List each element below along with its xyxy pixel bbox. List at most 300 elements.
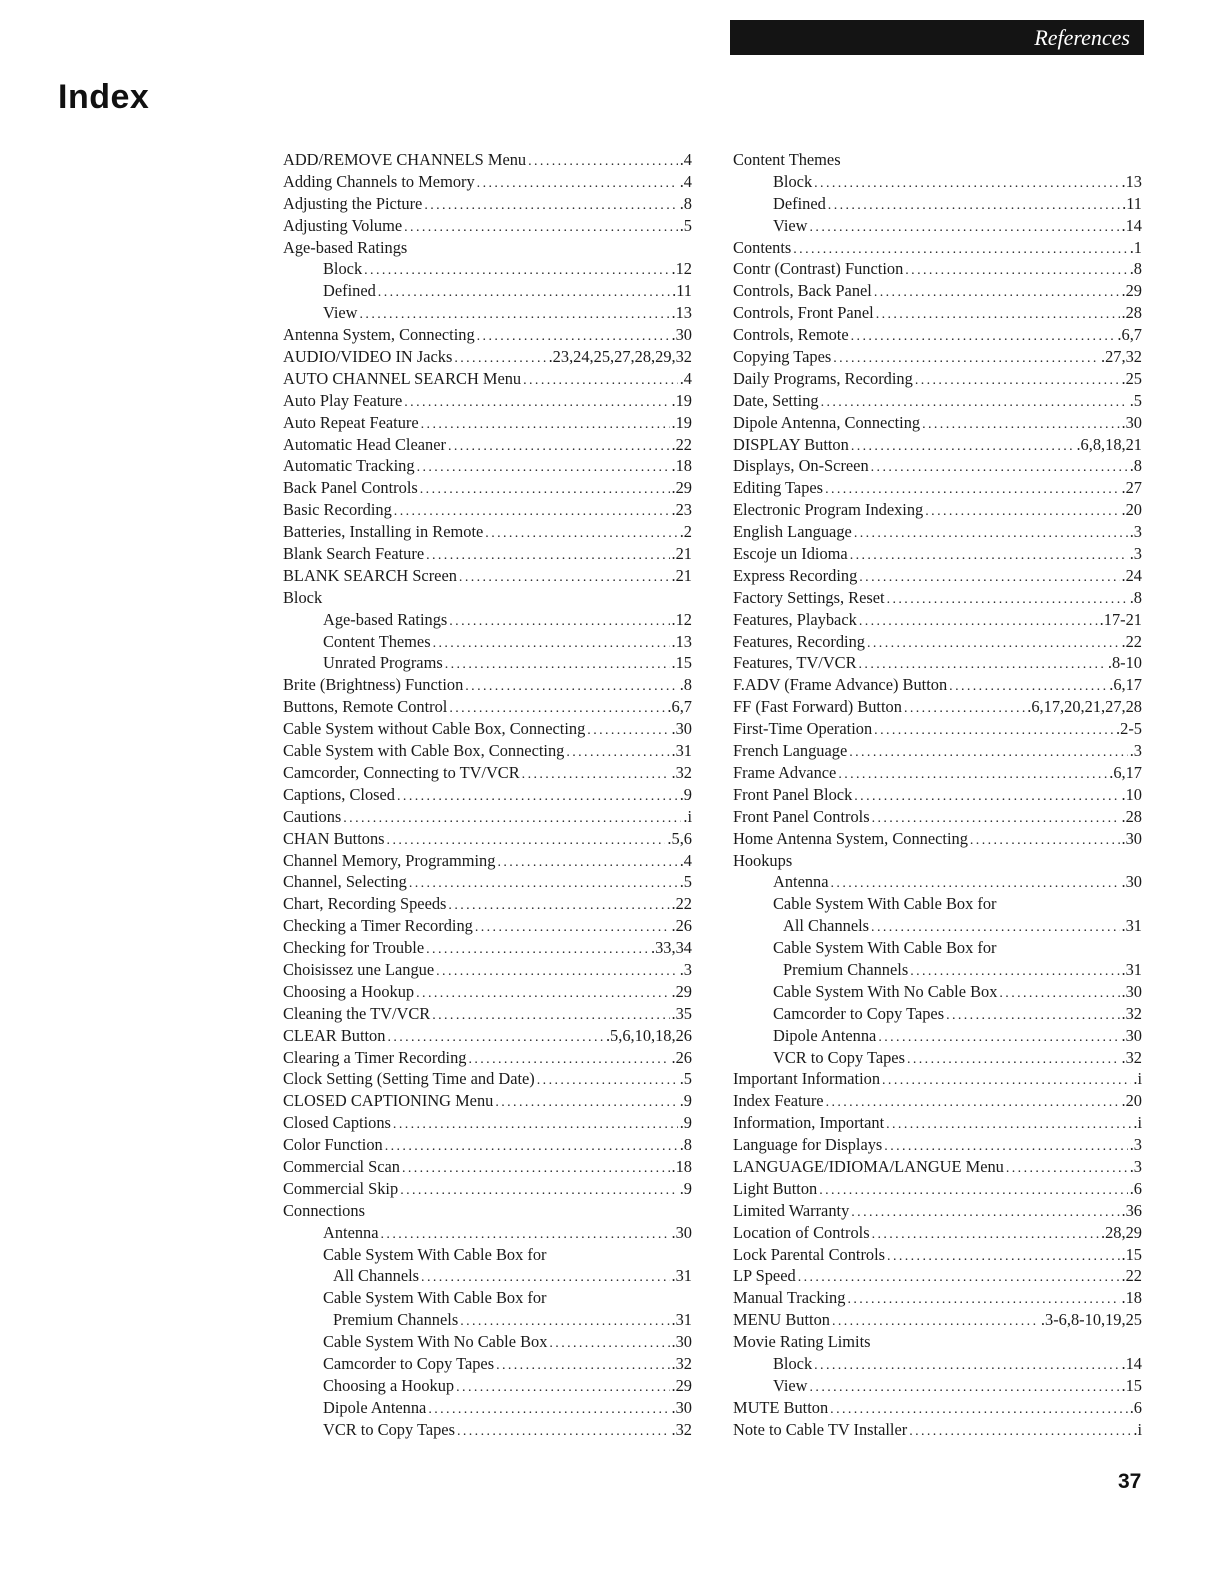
index-term: Cable System With Cable Box for xyxy=(773,938,997,958)
dot-leader xyxy=(421,414,670,434)
index-term: Checking for Trouble xyxy=(283,938,425,958)
index-pages: .5 xyxy=(1129,390,1142,410)
dot-leader xyxy=(878,1027,1119,1047)
index-pages: .29 xyxy=(671,981,692,1001)
index-term: Daily Programs, Recording xyxy=(733,368,913,388)
index-entry xyxy=(283,587,692,609)
index-pages: .31 xyxy=(671,741,692,761)
index-entry xyxy=(283,171,692,193)
index-term: Content Themes xyxy=(323,631,431,651)
index-term: Features, Playback xyxy=(733,609,857,629)
dot-leader xyxy=(387,1027,603,1047)
dot-leader xyxy=(871,457,1128,477)
dot-leader xyxy=(909,1421,1131,1441)
index-term: Defined xyxy=(773,193,826,213)
dot-leader xyxy=(825,479,1119,499)
dot-leader xyxy=(838,764,1107,784)
dot-leader xyxy=(456,1377,669,1397)
index-entry xyxy=(733,1090,1142,1112)
index-pages: .8 xyxy=(679,1135,692,1155)
index-term: Cable System With No Cable Box xyxy=(773,981,998,1001)
dot-leader xyxy=(874,282,1120,302)
index-pages: .32 xyxy=(671,762,692,782)
index-pages: .8 xyxy=(679,675,692,695)
index-pages: .24 xyxy=(1121,565,1142,585)
index-entry xyxy=(733,718,1142,740)
index-term: VCR to Copy Tapes xyxy=(323,1419,455,1439)
index-entry xyxy=(733,1068,1142,1090)
dot-leader xyxy=(849,742,1127,762)
index-term: Closed Captions xyxy=(283,1113,391,1133)
index-entry xyxy=(283,850,692,872)
index-pages: .17-21 xyxy=(1099,609,1142,629)
index-entry xyxy=(283,521,692,543)
dot-leader xyxy=(549,1333,669,1353)
index-term: Defined xyxy=(323,281,376,301)
index-entry xyxy=(283,1419,692,1441)
index-pages: .6,17,20,21,27,28 xyxy=(1027,697,1142,717)
index-term: Important Information xyxy=(733,1069,881,1089)
dot-leader xyxy=(814,1355,1119,1375)
index-term: Controls, Back Panel xyxy=(733,281,872,301)
index-entry xyxy=(283,434,692,456)
dot-leader xyxy=(826,1092,1120,1112)
index-term: Escoje un Idioma xyxy=(733,544,848,564)
index-pages: .5 xyxy=(679,872,692,892)
index-entry xyxy=(283,1397,692,1419)
index-term: Checking a Timer Recording xyxy=(283,916,473,936)
index-pages: .3 xyxy=(1129,1135,1142,1155)
index-term: Features, TV/VCR xyxy=(733,653,857,673)
dot-leader xyxy=(343,808,681,828)
index-entry xyxy=(733,806,1142,828)
index-entry xyxy=(283,302,692,324)
index-pages: .18 xyxy=(671,456,692,476)
index-term: Block xyxy=(773,171,813,191)
index-entry xyxy=(283,652,692,674)
index-pages: .18 xyxy=(671,1156,692,1176)
index-pages: .30 xyxy=(671,1222,692,1242)
index-pages: .28 xyxy=(1121,303,1142,323)
index-pages: .30 xyxy=(671,325,692,345)
dot-leader xyxy=(445,654,670,674)
dot-leader xyxy=(426,545,669,565)
index-term: Adding Channels to Memory xyxy=(283,171,475,191)
dot-leader xyxy=(810,217,1120,237)
index-entry xyxy=(733,1331,1142,1353)
index-pages: .3 xyxy=(1129,522,1142,542)
index-term: Age-based Ratings xyxy=(283,237,408,257)
index-term: Limited Warranty xyxy=(733,1200,850,1220)
index-pages: .30 xyxy=(671,719,692,739)
index-term: Information, Important xyxy=(733,1113,885,1133)
index-entry xyxy=(283,1156,692,1178)
index-pages: .2-5 xyxy=(1116,719,1142,739)
index-pages: .26 xyxy=(671,916,692,936)
dot-leader xyxy=(850,545,1128,565)
index-entry xyxy=(283,609,692,631)
index-term: Contents xyxy=(733,237,792,257)
index-entry xyxy=(733,390,1142,412)
index-entry xyxy=(283,149,692,171)
index-pages: .i xyxy=(1133,1419,1142,1439)
index-pages: .30 xyxy=(1121,412,1142,432)
index-term: BLANK SEARCH Screen xyxy=(283,565,457,585)
dot-leader xyxy=(587,720,669,740)
index-term: FF (Fast Forward) Button xyxy=(733,697,902,717)
index-entry xyxy=(283,499,692,521)
dot-leader xyxy=(946,1005,1119,1025)
index-term: Cable System with Cable Box, Connecting xyxy=(283,741,565,761)
index-term: Premium Channels xyxy=(783,959,909,979)
index-term: Dipole Antenna xyxy=(773,1025,877,1045)
index-term: Age-based Ratings xyxy=(323,609,448,629)
index-term: Express Recording xyxy=(733,565,858,585)
index-pages: .5 xyxy=(679,215,692,235)
index-pages: .30 xyxy=(1121,872,1142,892)
index-pages: .20 xyxy=(1121,500,1142,520)
dot-leader xyxy=(497,852,677,872)
index-entry xyxy=(733,258,1142,280)
index-term: Blank Search Feature xyxy=(283,544,425,564)
index-term: Antenna xyxy=(773,872,829,892)
index-term: Channel, Selecting xyxy=(283,872,407,892)
index-term: Block xyxy=(773,1353,813,1373)
index-pages: .4 xyxy=(679,850,692,870)
dot-leader xyxy=(424,195,677,215)
index-entry xyxy=(733,893,1142,915)
index-entry xyxy=(733,302,1142,324)
index-entry xyxy=(283,215,692,237)
index-entry xyxy=(733,1200,1142,1222)
index-pages: .12 xyxy=(671,259,692,279)
dot-leader xyxy=(854,786,1119,806)
index-pages: .19 xyxy=(671,390,692,410)
index-term: Connections xyxy=(283,1200,365,1220)
index-entry xyxy=(733,1244,1142,1266)
dot-leader xyxy=(496,1355,669,1375)
index-term: Choosing a Hookup xyxy=(323,1375,455,1395)
index-entry xyxy=(733,937,1142,959)
index-pages: .22 xyxy=(671,894,692,914)
index-pages: .12 xyxy=(671,609,692,629)
index-pages: .23,24,25,27,28,29,32 xyxy=(548,347,692,367)
index-entry xyxy=(733,631,1142,653)
index-term: Language for Displays xyxy=(733,1135,883,1155)
index-term: Frame Advance xyxy=(733,762,837,782)
dot-leader xyxy=(905,260,1127,280)
index-entry xyxy=(733,1134,1142,1156)
index-entry xyxy=(733,1222,1142,1244)
index-pages: .30 xyxy=(1121,981,1142,1001)
index-entry xyxy=(283,674,692,696)
index-entry xyxy=(283,1025,692,1047)
index-pages: .8 xyxy=(1129,259,1142,279)
index-entry xyxy=(733,1178,1142,1200)
index-term: Brite (Brightness) Function xyxy=(283,675,464,695)
index-term: English Language xyxy=(733,522,852,542)
index-pages: .13 xyxy=(671,631,692,651)
index-entry xyxy=(733,324,1142,346)
dot-leader xyxy=(404,217,678,237)
index-term: Features, Recording xyxy=(733,631,865,651)
index-entry xyxy=(733,171,1142,193)
index-pages: .19 xyxy=(671,412,692,432)
dot-leader xyxy=(528,151,678,171)
dot-leader xyxy=(832,1311,1039,1331)
index-term: AUTO CHANNEL SEARCH Menu xyxy=(283,368,522,388)
dot-leader xyxy=(522,764,670,784)
dot-leader xyxy=(449,611,669,631)
dot-leader xyxy=(477,326,670,346)
index-term: Channel Memory, Programming xyxy=(283,850,496,870)
index-entry xyxy=(733,215,1142,237)
dot-leader xyxy=(433,633,670,653)
index-entry xyxy=(283,543,692,565)
dot-leader xyxy=(876,304,1120,324)
dot-leader xyxy=(477,173,678,193)
index-term: Adjusting the Picture xyxy=(283,193,423,213)
index-pages: .3 xyxy=(1129,1156,1142,1176)
index-entry xyxy=(733,674,1142,696)
index-term: French Language xyxy=(733,741,848,761)
dot-leader xyxy=(887,589,1128,609)
index-pages: .6 xyxy=(1129,1178,1142,1198)
index-pages: .32 xyxy=(1121,1047,1142,1067)
dot-leader xyxy=(475,917,670,937)
index-pages: .28 xyxy=(1121,806,1142,826)
dot-leader xyxy=(828,195,1120,215)
index-entry xyxy=(283,1068,692,1090)
index-term: MENU Button xyxy=(733,1310,830,1330)
index-pages: .35 xyxy=(671,1003,692,1023)
index-entry xyxy=(733,280,1142,302)
index-entry xyxy=(733,434,1142,456)
dot-leader xyxy=(378,282,670,302)
index-pages: .27 xyxy=(1121,478,1142,498)
index-entry xyxy=(733,871,1142,893)
index-term: CLEAR Button xyxy=(283,1025,386,1045)
dot-leader xyxy=(884,1136,1127,1156)
index-pages: .i xyxy=(683,806,692,826)
index-term: Captions, Closed xyxy=(283,784,396,804)
index-term: Batteries, Installing in Remote xyxy=(283,522,484,542)
dot-leader xyxy=(886,1114,1131,1134)
index-pages: .11 xyxy=(1122,193,1142,213)
index-term: Clock Setting (Setting Time and Date) xyxy=(283,1069,535,1089)
index-term: View xyxy=(773,1375,808,1395)
index-pages: .29 xyxy=(671,1375,692,1395)
dot-leader xyxy=(872,808,1120,828)
index-entry xyxy=(283,455,692,477)
dot-leader xyxy=(404,392,669,412)
dot-leader xyxy=(854,523,1128,543)
index-term: Buttons, Remote Control xyxy=(283,697,448,717)
dot-leader xyxy=(871,917,1119,937)
dot-leader xyxy=(922,414,1119,434)
index-entry xyxy=(733,850,1142,872)
index-pages: .6 xyxy=(1129,1397,1142,1417)
index-pages: .13 xyxy=(1121,171,1142,191)
index-pages: .15 xyxy=(1121,1244,1142,1264)
index-term: Factory Settings, Reset xyxy=(733,587,885,607)
dot-leader xyxy=(400,1180,678,1200)
index-pages: .8 xyxy=(1129,587,1142,607)
dot-leader xyxy=(459,567,670,587)
index-entry xyxy=(283,1003,692,1025)
index-entry xyxy=(283,1287,692,1309)
index-pages: .6,7 xyxy=(1117,325,1142,345)
index-pages: .8 xyxy=(679,193,692,213)
index-entry xyxy=(283,806,692,828)
index-term: Electronic Program Indexing xyxy=(733,500,924,520)
index-pages: .22 xyxy=(1121,1266,1142,1286)
index-term: Cleaning the TV/VCR xyxy=(283,1003,431,1023)
index-entry xyxy=(283,915,692,937)
index-term: View xyxy=(773,215,808,235)
index-entry xyxy=(733,1112,1142,1134)
dot-leader xyxy=(397,786,678,806)
dot-leader xyxy=(904,698,1025,718)
index-term: CLOSED CAPTIONING Menu xyxy=(283,1091,494,1111)
index-entry xyxy=(283,1047,692,1069)
dot-leader xyxy=(566,742,669,762)
dot-leader xyxy=(821,392,1128,412)
dot-leader xyxy=(409,873,678,893)
dot-leader xyxy=(421,1267,669,1287)
dot-leader xyxy=(910,961,1119,981)
dot-leader xyxy=(523,370,678,390)
dot-leader xyxy=(831,873,1120,893)
index-entry xyxy=(283,1200,692,1222)
index-term: Block xyxy=(283,587,323,607)
index-entry xyxy=(283,258,692,280)
dot-leader xyxy=(847,1289,1119,1309)
index-entry xyxy=(283,237,692,259)
index-pages: .31 xyxy=(1121,959,1142,979)
index-term: AUDIO/VIDEO IN Jacks xyxy=(283,347,453,367)
index-term: Basic Recording xyxy=(283,500,392,520)
index-term: Antenna xyxy=(323,1222,379,1242)
dot-leader xyxy=(495,1092,677,1112)
index-entry xyxy=(283,762,692,784)
index-entry xyxy=(733,652,1142,674)
index-entry xyxy=(733,1025,1142,1047)
dot-leader xyxy=(402,1158,670,1178)
index-term: Editing Tapes xyxy=(733,478,824,498)
dot-leader xyxy=(830,1399,1128,1419)
index-term: Date, Setting xyxy=(733,390,819,410)
dot-leader xyxy=(457,1421,670,1441)
dot-leader xyxy=(448,436,670,456)
index-term: CHAN Buttons xyxy=(283,828,385,848)
index-pages: .30 xyxy=(671,1397,692,1417)
dot-leader xyxy=(537,1070,678,1090)
index-entry xyxy=(283,390,692,412)
index-entry xyxy=(733,1156,1142,1178)
index-entry xyxy=(733,565,1142,587)
index-pages: .30 xyxy=(1121,828,1142,848)
index-entry xyxy=(733,740,1142,762)
index-entry xyxy=(733,1419,1142,1441)
dot-leader xyxy=(859,654,1106,674)
index-pages: .22 xyxy=(1121,631,1142,651)
index-term: Index Feature xyxy=(733,1091,824,1111)
index-term: Antenna System, Connecting xyxy=(283,325,475,345)
index-entry xyxy=(283,280,692,302)
page-number: 37 xyxy=(1118,1470,1142,1493)
index-entry xyxy=(283,1090,692,1112)
index-pages: .6,8,18,21 xyxy=(1076,434,1142,454)
index-pages: .10 xyxy=(1121,784,1142,804)
dot-leader xyxy=(1006,1158,1128,1178)
index-pages: .9 xyxy=(679,1091,692,1111)
index-entry xyxy=(283,346,692,368)
dot-leader xyxy=(465,676,677,696)
index-entry xyxy=(283,1178,692,1200)
index-term: Chart, Recording Speeds xyxy=(283,894,447,914)
index-term: LANGUAGE/IDIOMA/LANGUE Menu xyxy=(733,1156,1004,1176)
index-pages: .i xyxy=(1133,1069,1142,1089)
index-entry xyxy=(733,587,1142,609)
dot-leader xyxy=(485,523,677,543)
index-entry xyxy=(733,981,1142,1003)
index-entry xyxy=(283,959,692,981)
dot-leader xyxy=(360,304,670,324)
dot-leader xyxy=(432,1005,669,1025)
index-pages: .32 xyxy=(1121,1003,1142,1023)
index-entry xyxy=(283,1353,692,1375)
dot-leader xyxy=(387,830,666,850)
index-entry xyxy=(733,915,1142,937)
index-term: F.ADV (Frame Advance) Button xyxy=(733,675,948,695)
dot-leader xyxy=(882,1070,1131,1090)
index-term: Location of Controls xyxy=(733,1222,870,1242)
dot-leader xyxy=(385,1136,678,1156)
index-term: Camcorder, Connecting to TV/VCR xyxy=(283,762,520,782)
index-entry xyxy=(283,871,692,893)
index-term: Displays, On-Screen xyxy=(733,456,869,476)
index-entry xyxy=(283,631,692,653)
index-pages: .5,6,10,18,26 xyxy=(605,1025,692,1045)
dot-leader xyxy=(999,983,1119,1003)
dot-leader xyxy=(381,1224,670,1244)
index-term: Light Button xyxy=(733,1178,818,1198)
index-term: Controls, Front Panel xyxy=(733,303,874,323)
index-term: Automatic Head Cleaner xyxy=(283,434,446,454)
index-pages: .31 xyxy=(671,1310,692,1330)
index-pages: .9 xyxy=(679,784,692,804)
index-entry xyxy=(283,1112,692,1134)
index-entry xyxy=(283,1331,692,1353)
index-term: Clearing a Timer Recording xyxy=(283,1047,467,1067)
index-pages: .4 xyxy=(679,171,692,191)
index-entry xyxy=(733,1287,1142,1309)
index-column-left xyxy=(283,149,692,1441)
index-pages: .5 xyxy=(679,1069,692,1089)
dot-leader xyxy=(417,457,670,477)
dot-leader xyxy=(915,370,1120,390)
index-term: Front Panel Controls xyxy=(733,806,870,826)
index-term: Cable System With Cable Box for xyxy=(323,1244,547,1264)
index-pages: .1 xyxy=(1129,237,1142,257)
index-term: Note to Cable TV Installer xyxy=(733,1419,908,1439)
index-entry xyxy=(283,937,692,959)
index-term: Manual Tracking xyxy=(733,1288,846,1308)
index-entry xyxy=(733,193,1142,215)
index-pages: .15 xyxy=(671,653,692,673)
index-term: Copying Tapes xyxy=(733,347,832,367)
